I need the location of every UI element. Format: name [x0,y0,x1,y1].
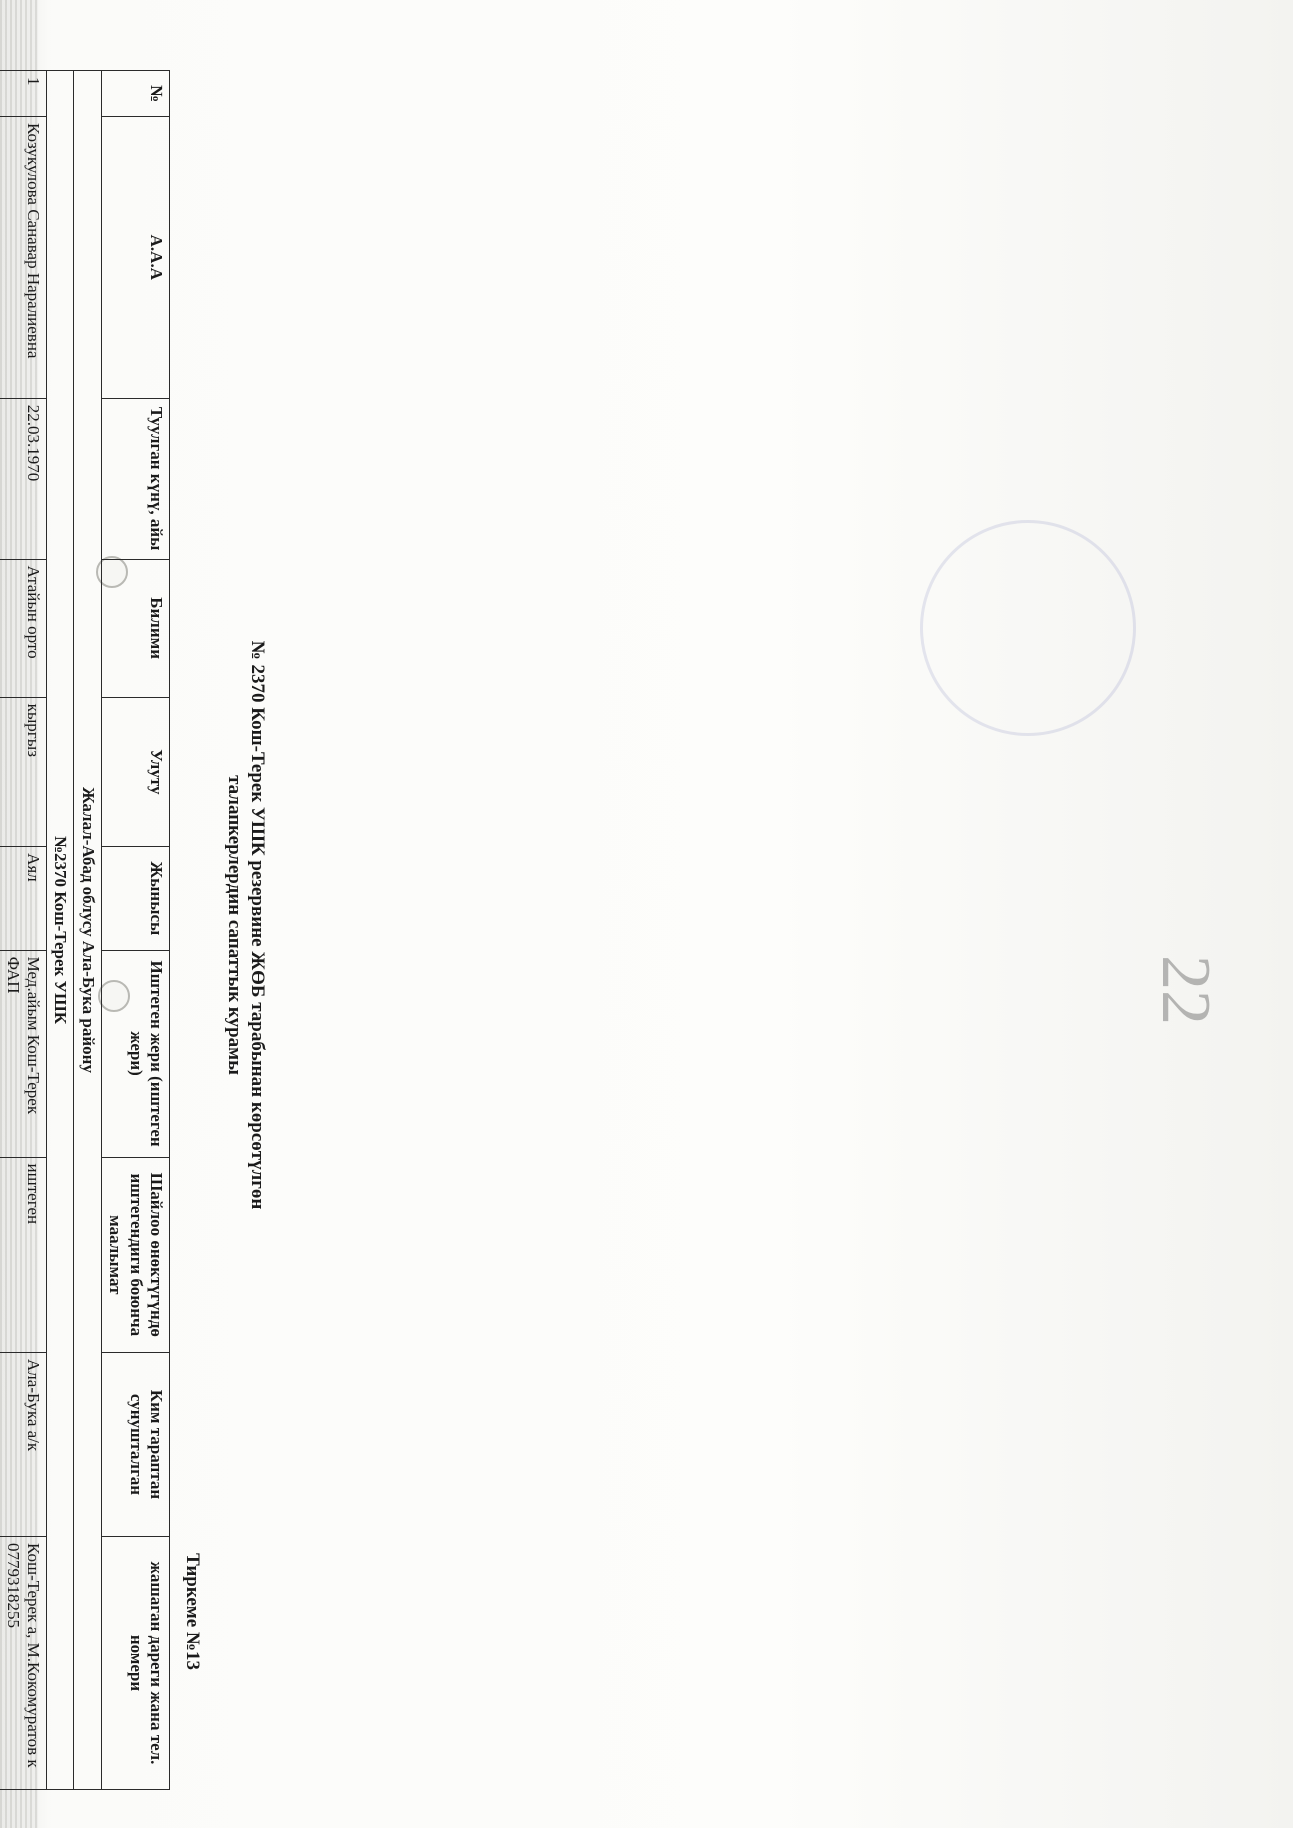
attachment-label: Тиркеме №13 [182,1553,203,1670]
table-row [0,71,47,1790]
column-header: Жынысы [101,847,169,950]
nationality-cell: кыргыз [0,697,47,846]
gender-cell: Аял [0,847,47,950]
handwritten-mark: 22 [1147,955,1224,1025]
column-header: Билими [101,559,169,697]
commission-row [47,71,74,1790]
commission-label: №2370 Кош-Терек УШК [47,71,74,1790]
column-header: жашаган дареги жана тел. номери [101,1536,169,1789]
table-header-row [101,71,169,1790]
full-name-cell: Козукулова Санавар Нарaлиевна [0,116,47,398]
column-header: А.А.А [101,116,169,398]
nominated-by-cell: Ала-Бука а/к [0,1353,47,1537]
column-header: Улуту [101,697,169,846]
document-title: № 2370 Кош-Терек УШК резервине ЖӨБ тарабынан көрсөтүлгөн [247,640,268,1210]
column-header: Туулган күнү, айы [101,398,169,559]
address-phone-cell: Кош-Терек а, М.Кокомуратов к 0779318255 [0,1536,47,1789]
row-number-cell: 1 [0,71,47,117]
rotated-document [3,40,1278,1810]
education-cell: Атайын орто [0,559,47,697]
column-header: Шайлоо өнөктүгүндө иштегендиги боюнча маалымат [101,1157,169,1352]
birth-date-cell: 22.03.1970 [0,398,47,559]
candidates-table [0,70,170,1790]
region-row [74,71,101,1790]
column-header: Ким тараптан сунушталган [101,1353,169,1537]
document-subtitle: талапкерлердин сапаттык курамы [224,775,245,1075]
region-label: Жалал-Абад облусу Ала-Бука району [74,71,101,1790]
workplace-cell: Мед.айым Кош-Терек ФАП [0,950,47,1157]
campaign-info-cell: иштеген [0,1157,47,1352]
column-header: № [101,71,169,117]
column-header: Иштеген жери (иштеген жери) [101,950,169,1157]
